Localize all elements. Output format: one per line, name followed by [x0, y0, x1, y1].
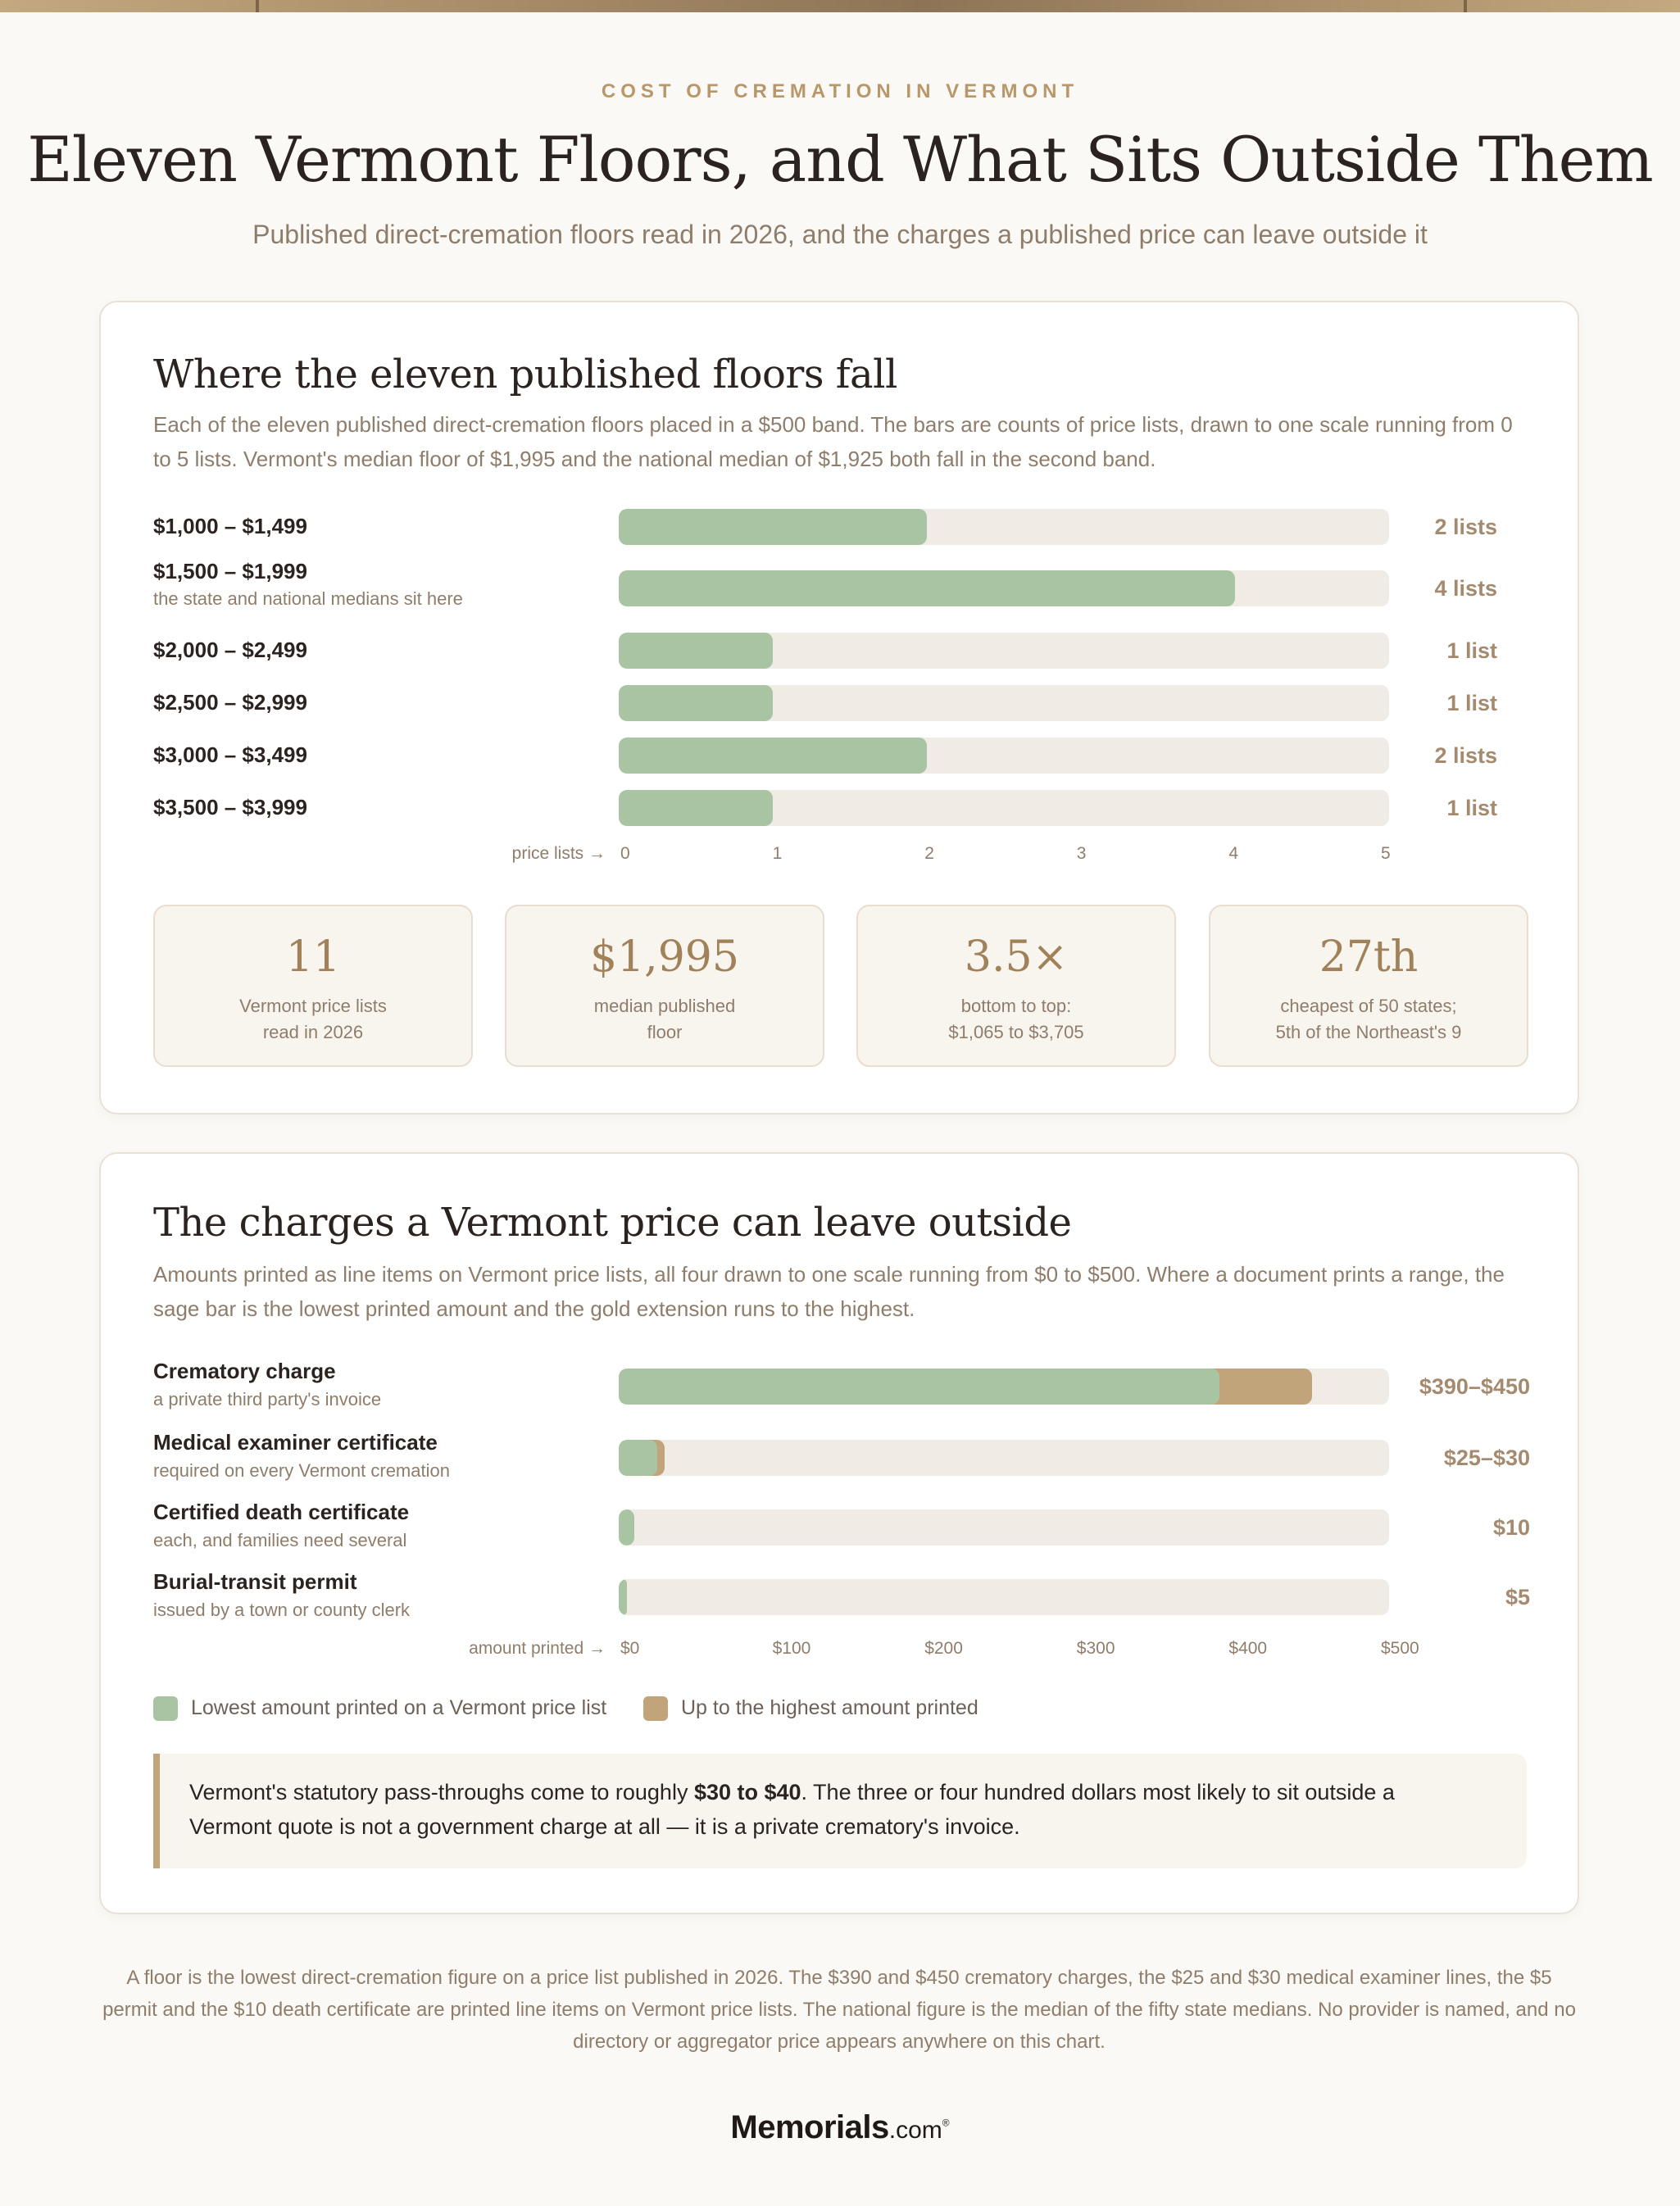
bar-value-label: $390–$450	[1419, 1374, 1530, 1399]
stat-caption: cheapest of 50 states; 5th of the Northeast's 9	[1275, 996, 1462, 1042]
bar-track	[619, 509, 1389, 545]
x-axis-tick-label: 0	[620, 844, 630, 863]
bar-track	[619, 570, 1389, 606]
bar	[619, 1369, 1219, 1405]
stat-value: 27th	[1319, 933, 1419, 982]
chart-row	[153, 1500, 1530, 1550]
charges-section-heading: The charges a Vermont price can leave outside	[153, 1200, 1072, 1246]
stat-value: 3.5×	[964, 933, 1069, 982]
x-axis-tick-label: 4	[1228, 844, 1239, 863]
row-label: $1,500 – $1,999	[153, 559, 307, 583]
x-axis-tick-label: 1	[772, 844, 783, 863]
bar-track	[619, 1369, 1389, 1405]
bar	[619, 790, 773, 826]
x-axis-tick-label: $100	[772, 1639, 811, 1658]
bar-value-label: 1 list	[1446, 796, 1497, 820]
chart-row	[153, 790, 1530, 826]
memorials-logo: Memorials.com®	[730, 2109, 950, 2145]
chart-row	[153, 1569, 1530, 1620]
stat-caption: median published floor	[593, 996, 736, 1042]
bar	[619, 1440, 657, 1476]
top-decorative-bar	[0, 0, 1680, 12]
charges-section-description: Amounts printed as line items on Vermont price lists, all four drawn to one scale running from $0 to $500. Where a document prints a range, the sage bar is the lowest printed amount and the gold extension runs to the highest.	[153, 1262, 1505, 1321]
chart-row	[153, 1359, 1530, 1409]
stat-card-price-lists	[153, 905, 473, 1067]
bar-value-label: 1 list	[1446, 691, 1497, 715]
row-label: Crematory charge	[153, 1359, 336, 1383]
legend-label-low: Lowest amount printed on a Vermont price list	[191, 1696, 607, 1719]
stat-caption: bottom to top: $1,065 to $3,705	[948, 996, 1084, 1042]
bar	[619, 738, 927, 774]
page-kicker: COST OF CREMATION IN VERMONT	[601, 80, 1079, 102]
bar-value-label: $5	[1505, 1585, 1530, 1609]
x-axis-tick-label: $500	[1381, 1639, 1419, 1658]
row-label: $2,000 – $2,499	[153, 638, 307, 662]
legend-swatch-high	[643, 1696, 668, 1721]
x-axis	[153, 1639, 1530, 1664]
stat-value: $1,995	[590, 933, 739, 982]
legend-swatch-low	[153, 1696, 178, 1721]
floors-distribution-card	[99, 301, 1579, 1114]
bar-value-label: $10	[1492, 1515, 1530, 1540]
outside-charges-card	[99, 1152, 1579, 1914]
bar-track	[619, 1509, 1389, 1546]
bar	[619, 633, 773, 669]
row-note: a private third party's invoice	[153, 1389, 382, 1409]
callout-text: Vermont's statutory pass-throughs come to roughly $30 to $40. The three or four hundred dollars most likely to sit outside a Vermont quote is not a government charge at all — it is a private crematory's invoice.	[189, 1780, 1395, 1839]
row-note: issued by a town or county clerk	[153, 1600, 411, 1620]
bar-track	[619, 738, 1389, 774]
bar-value-label: 4 lists	[1434, 576, 1497, 601]
floors-section-heading: Where the eleven published floors fall	[153, 352, 897, 397]
stat-card-state-rank	[1209, 905, 1528, 1067]
row-label: Medical examiner certificate	[153, 1430, 438, 1455]
x-axis-tick-label: 3	[1076, 844, 1087, 863]
bar-track	[619, 685, 1389, 721]
bar-track	[619, 1579, 1389, 1615]
chart-row	[153, 509, 1530, 545]
row-label: $1,000 – $1,499	[153, 514, 307, 538]
bar	[619, 1579, 627, 1615]
x-axis-tick-label: $400	[1228, 1639, 1268, 1658]
row-label: $2,500 – $2,999	[153, 690, 307, 715]
x-axis-title: price lists →	[511, 844, 606, 863]
bar-extension	[1210, 1369, 1312, 1405]
row-note: each, and families need several	[153, 1530, 407, 1550]
row-label: $3,000 – $3,499	[153, 742, 307, 767]
bar-value-label: 1 list	[1446, 638, 1497, 663]
stat-value: 11	[285, 933, 341, 982]
chart-row	[153, 1430, 1530, 1481]
bar-value-label: 2 lists	[1434, 515, 1497, 539]
bar	[619, 1509, 634, 1546]
row-label: Burial-transit permit	[153, 1569, 357, 1594]
row-label: Certified death certificate	[153, 1500, 410, 1524]
callout-emphasis: $30 to $40	[693, 1780, 801, 1804]
stat-card-spread	[856, 905, 1176, 1067]
floors-section-description: Each of the eleven published direct-cremation floors placed in a $500 band. The bars are counts of price lists, drawn to one scale running from 0 to 5 lists. Vermont's median floor of $1,995 and the national median of $1,925 both fall in the second band.	[153, 412, 1513, 471]
row-label: $3,500 – $3,999	[153, 795, 307, 819]
pass-through-callout	[153, 1754, 1527, 1868]
legend-label-high: Up to the highest amount printed	[681, 1696, 978, 1719]
x-axis-tick-label: $300	[1076, 1639, 1115, 1658]
bar-value-label: 2 lists	[1434, 743, 1497, 768]
bar-track	[619, 633, 1389, 669]
x-axis-title: amount printed →	[469, 1639, 606, 1658]
row-note: the state and national medians sit here	[153, 588, 463, 609]
bar-track	[619, 790, 1389, 826]
chart-row	[153, 633, 1530, 669]
bar	[619, 570, 1235, 606]
bar	[619, 685, 773, 721]
x-axis-tick-label: 2	[924, 844, 934, 863]
x-axis	[153, 844, 1530, 869]
chart-row	[153, 685, 1530, 721]
stat-card-median-floor	[505, 905, 824, 1067]
bar-value-label: $25–$30	[1443, 1446, 1530, 1470]
page-title: Eleven Vermont Floors, and What Sits Outside Them	[27, 123, 1653, 196]
bar-track	[619, 1440, 1389, 1476]
chart-row	[153, 738, 1530, 774]
chart-row	[153, 559, 1530, 609]
stat-caption: Vermont price lists read in 2026	[239, 996, 387, 1042]
bar	[619, 509, 927, 545]
x-axis-tick-label: 5	[1381, 844, 1391, 863]
page-subtitle: Published direct-cremation floors read in 2026, and the charges a published price can leave outside it	[252, 220, 1428, 249]
methodology-footnote: A floor is the lowest direct-cremation figure on a price list published in 2026. The $390 and $450 crematory charges, the $25 and $30 medical examiner lines, the $5 permit and the $10 death certificate are printed line items on Vermont price lists. The national figure is the median of the fifty state medians. No provider is named, and no directory or aggregator price appears anywhere on this chart.	[102, 1967, 1576, 2053]
x-axis-tick-label: $0	[620, 1639, 640, 1658]
x-axis-tick-label: $200	[924, 1639, 963, 1658]
row-note: required on every Vermont cremation	[153, 1460, 450, 1481]
